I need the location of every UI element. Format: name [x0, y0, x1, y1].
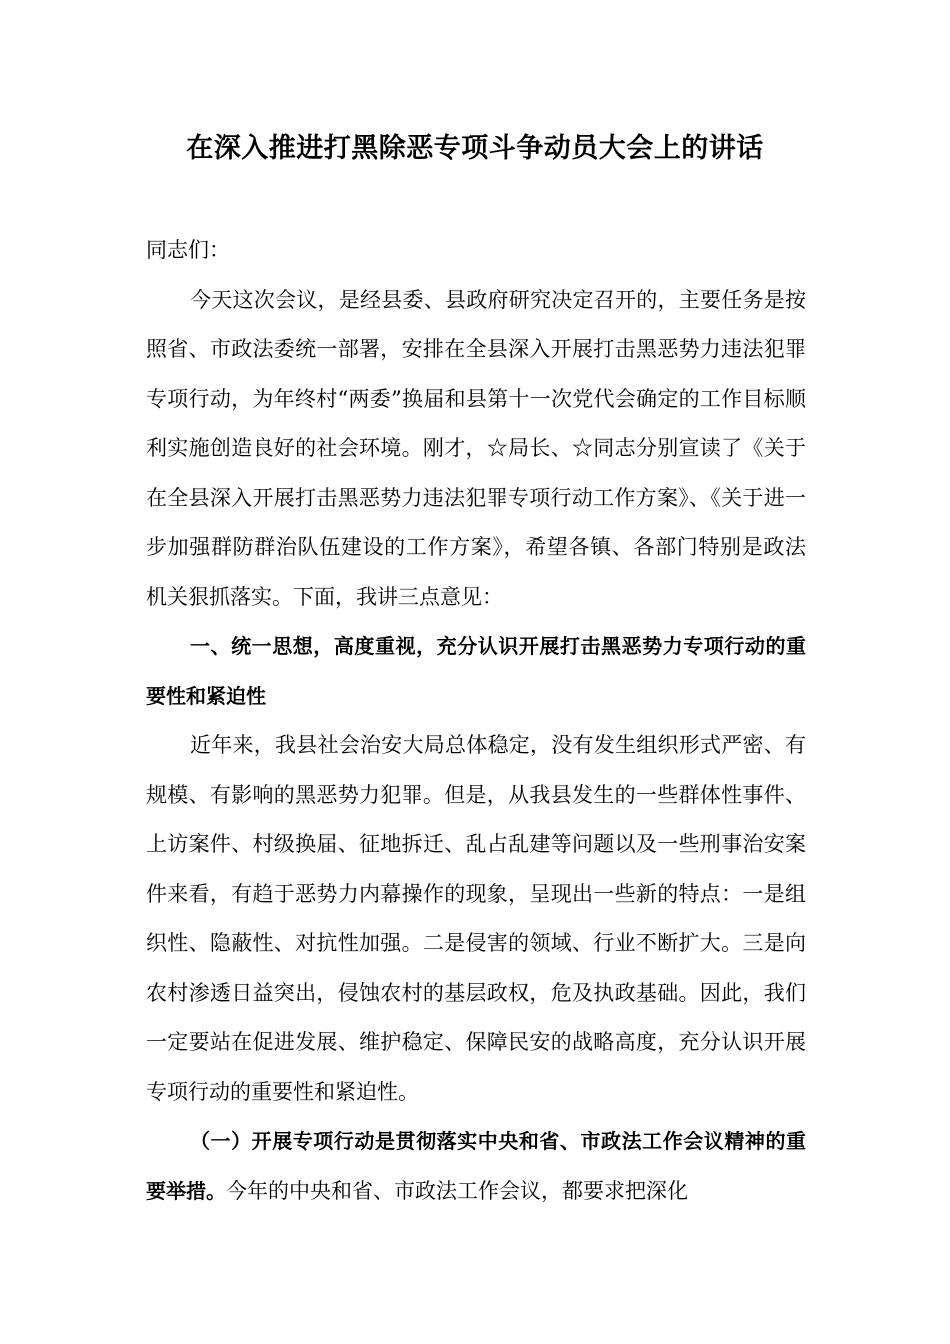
- paragraph-background: 近年来，我县社会治安大局总体稳定，没有发生组织形式严密、有规模、有影响的黑恶势力犯罪。但是，从我县发生的一些群体性事件、上访案件、村级换届、征地拆迁、乱占乱建等问题以及一些刑事治安案件来看，有趋于恶势力内幕操作的现象，呈现出一些新的特点：一是组织性、隐蔽性、对抗性加强。二是侵害的领域、行业不断扩大。三是向农村渗透日益突出，侵蚀农村的基层政权，危及执政基础。因此，我们一定要站在促进发展、维护稳定、保障民安的战略高度，充分认识开展专项行动的重要性和紧迫性。: [146, 733, 806, 1104]
- subsection-1-heading: （一）开展专项行动是贯彻落实中央和省、市政法工作会议精神的重要举措。: [146, 1129, 806, 1203]
- document-title: 在深入推进打黑除恶专项斗争动员大会上的讲话: [186, 133, 764, 164]
- salutation: 同志们：: [146, 238, 230, 262]
- section-heading-1: 一、统一思想，高度重视，充分认识开展打击黑恶势力专项行动的重要性和紧迫性: [146, 634, 806, 708]
- document-body: [146, 226, 806, 1216]
- paragraph-subsection-1: [146, 1117, 806, 1216]
- paragraph-intro: 今天这次会议，是经县委、县政府研究决定召开的，主要任务是按照省、市政法委统一部署，安排在全县深入开展打击黑恶势力违法犯罪专项行动，为年终村“两委”换届和县第十一次党代会确定的工作目标顺利实施创造良好的社会环境。刚才，☆局长、☆同志分别宣读了《关于在全县深入开展打击黑恶势力违法犯罪专项行动工作方案》、《关于进一步加强群防群治队伍建设的工作方案》，希望各镇、各部门特别是政法机关狠抓落实。下面，我讲三点意见：: [146, 287, 806, 609]
- subsection-1-text: 今年的中央和省、市政法工作会议，都要求把深化: [226, 1178, 688, 1203]
